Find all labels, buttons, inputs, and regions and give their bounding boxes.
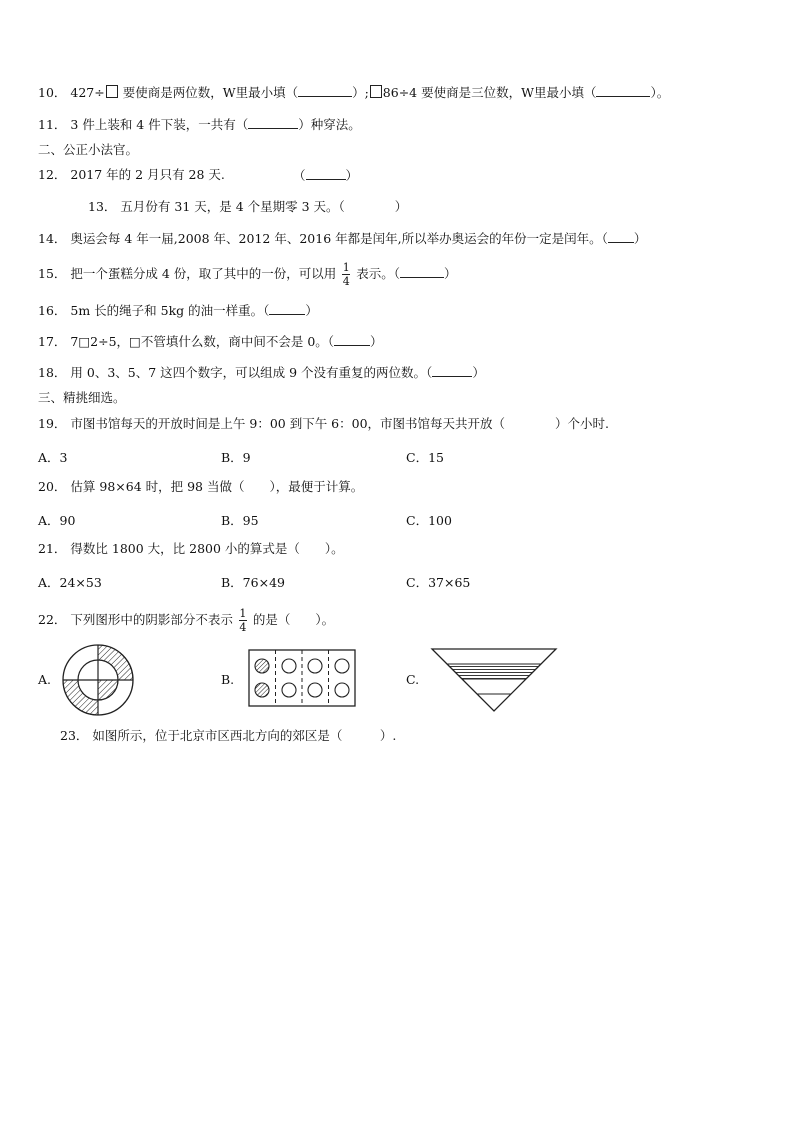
question-22: 22． 下列图形中的阴影部分不表示 $\frac{1}{4}$ 的是（ ）。 — [38, 607, 335, 634]
answer-blank[interactable] — [306, 167, 346, 180]
section-heading: 三、精挑细选。 — [38, 390, 126, 405]
question-number: 12． — [38, 167, 67, 182]
option-c[interactable]: C．15 — [406, 450, 444, 465]
question-number: 18． — [38, 365, 67, 380]
figure-circle — [60, 642, 136, 718]
question-20: 20． 估算 98×64 时，把 98 当做（ ），最便于计算。 — [38, 479, 364, 494]
question-21: 21． 得数比 1800 大，比 2800 小的算式是（ ）。 — [38, 541, 344, 556]
question-11: 11． 3 件上装和 4 件下装，一共有（ ）种穿法。 — [38, 117, 361, 132]
question-17: 17． 7□2÷5，□不管填什么数，商中间不会是 0。（ ） — [38, 334, 383, 349]
option-b[interactable]: B. — [221, 672, 235, 687]
option-a[interactable]: A. — [38, 672, 52, 687]
section-heading: 二、公正小法官。 — [38, 142, 139, 157]
answer-blank[interactable] — [269, 302, 305, 315]
option-a[interactable]: A．24×53 — [38, 575, 102, 590]
answer-blank[interactable] — [400, 265, 444, 278]
figure-triangle — [430, 647, 558, 713]
option-b[interactable]: B．9 — [221, 450, 251, 465]
option-b[interactable]: B．76×49 — [221, 575, 285, 590]
option-a[interactable]: A．3 — [38, 450, 68, 465]
question-13: 13． 五月份有 31 天，是 4 个星期零 3 天。（ ） — [88, 199, 408, 214]
answer-blank[interactable] — [608, 230, 634, 243]
question-number: 20． — [38, 479, 67, 494]
question-18: 18． 用 0、3、5、7 这四个数字，可以组成 9 个没有重复的两位数。（ ） — [38, 365, 485, 380]
question-16: 16． 5m 长的绳子和 5kg 的油一样重。（ ） — [38, 303, 318, 318]
question-23: 23． 如图所示，位于北京市区西北方向的郊区是（ ）. — [60, 728, 397, 743]
blank-box — [106, 85, 118, 98]
answer-blank[interactable] — [596, 84, 650, 97]
blank-box — [370, 85, 382, 98]
answer-blank[interactable] — [334, 333, 370, 346]
option-b[interactable]: B．95 — [221, 513, 259, 528]
question-number: 21． — [38, 541, 67, 556]
figure-rectangle — [248, 649, 356, 707]
answer-blank[interactable] — [432, 364, 472, 377]
question-number: 17． — [38, 334, 67, 349]
question-19: 19． 市图书馆每天的开放时间是上午 9：00 到下午 6：00，市图书馆每天共开放（ ）个小时. — [38, 416, 610, 431]
option-c[interactable]: C. — [406, 672, 420, 687]
question-number: 13． — [88, 199, 117, 214]
fraction: $\frac{1}{4}$ — [342, 261, 350, 288]
question-number: 16． — [38, 303, 67, 318]
question-15: 15． 把一个蛋糕分成 4 份，取了其中的一份，可以用 $\frac{1}{4}$ 表示。（ ） — [38, 261, 457, 288]
question-number: 22． — [38, 612, 67, 627]
question-number: 14． — [38, 231, 67, 246]
fraction: $\frac{1}{4}$ — [239, 607, 247, 634]
answer-paren: （ ） — [293, 168, 359, 183]
option-a[interactable]: A．90 — [38, 513, 76, 528]
answer-blank[interactable] — [248, 116, 298, 129]
question-number: 23． — [60, 728, 89, 743]
answer-blank[interactable] — [298, 84, 352, 97]
question-12: 12． 2017 年的 2 月只有 28 天. — [38, 167, 225, 182]
question-number: 19． — [38, 416, 67, 431]
option-c[interactable]: C．100 — [406, 513, 452, 528]
question-10: 10． 427÷ 要使商是两位数，W里最小填（ ）; 86÷4 要使商是三位数，W里最小填（ ）。 — [38, 85, 670, 100]
question-number: 10． — [38, 85, 67, 100]
question-number: 15． — [38, 266, 67, 281]
option-c[interactable]: C．37×65 — [406, 575, 471, 590]
question-number: 11． — [38, 117, 67, 132]
question-14: 14． 奥运会每 4 年一届,2008 年、2012 年、2016 年都是闰年,所以举办奥运会的年份一定是闰年。（ ） — [38, 231, 647, 246]
